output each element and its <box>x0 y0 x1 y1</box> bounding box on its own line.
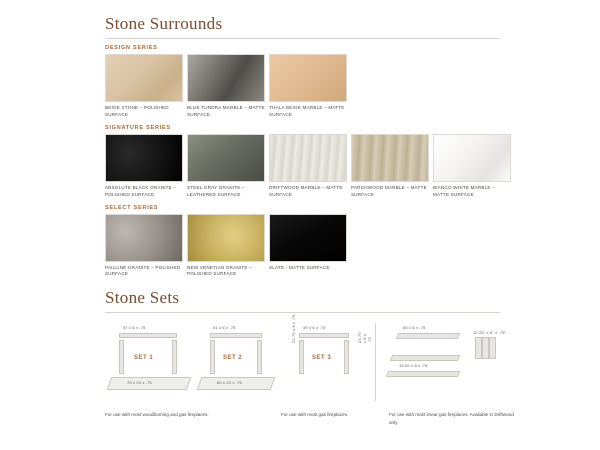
set-4-diagram[interactable] <box>381 319 511 405</box>
swatch-new-venetian-granite[interactable] <box>187 214 265 262</box>
set-1-diagram[interactable] <box>105 319 193 405</box>
set-3-diagram[interactable] <box>281 314 372 405</box>
swatch-cell[interactable] <box>187 54 265 119</box>
swatch-caption: BLUE TUNDRA MARBLE – MATTE SURFACE <box>187 105 265 117</box>
swatch-absolute-black-granite[interactable] <box>105 134 183 182</box>
set-1-2-note: For use with most woodburning and gas fireplaces. <box>105 412 209 418</box>
swatch-caption: SLATE - MATTE SURFACE <box>269 264 330 270</box>
swatch-steel-gray-granite[interactable] <box>187 134 265 182</box>
set-1-top-dim: 57 x 6 x .75 <box>123 325 146 331</box>
swatch-pailline-granite[interactable] <box>105 214 183 262</box>
catalog-content <box>100 8 520 426</box>
swatch-driftwood-marble[interactable] <box>269 134 347 182</box>
swatch-cell[interactable] <box>433 134 511 199</box>
set-2-label: SET 2 <box>223 355 243 362</box>
swatch-cell[interactable] <box>269 214 347 279</box>
set-1-label: SET 1 <box>134 355 154 362</box>
swatch-caption: THALA BEIGE MARBLE – MATTE SURFACE <box>269 105 345 117</box>
set-4-middle-shelf <box>390 355 460 361</box>
swatch-caption: PAILLINE GRANITE – POLISHED SURFACE <box>105 264 181 277</box>
swatch-cell[interactable] <box>269 134 347 199</box>
stone-sets-title: Stone Sets <box>105 288 180 308</box>
swatch-cell[interactable] <box>105 54 183 119</box>
swatch-bianco-white-marble[interactable] <box>433 134 511 182</box>
set-3-top-dim: 49 x 6 x .75 <box>303 325 326 331</box>
set-4-block-a <box>475 337 482 359</box>
swatch-cell[interactable] <box>351 134 429 199</box>
swatch-caption: PARCHWOOD MARBLE – MATTE SURFACE <box>351 184 427 197</box>
swatch-blue-tundra-marble[interactable] <box>187 54 265 102</box>
set-3-note: For use with most gas fireplaces. <box>281 412 349 418</box>
set-1-left-leg <box>119 340 124 374</box>
stone-sets-row <box>105 314 520 405</box>
set-4-hearth-dim: 15.00 x 6 x .75 <box>399 363 428 369</box>
swatch-cell[interactable] <box>269 54 347 119</box>
set-4-upper-shelf <box>396 333 460 339</box>
set-2-diagram[interactable] <box>193 319 281 405</box>
set-2-left-leg <box>210 340 215 374</box>
set-4-block-c <box>489 337 496 359</box>
swatch-caption: ABSOLUTE BLACK GRANITE – POLISHED SURFACE <box>105 184 177 197</box>
set-2-mantel-bar <box>210 333 262 338</box>
set-2-top-dim: 51 x 6 x .75 <box>213 325 236 331</box>
swatch-beige-stone[interactable] <box>105 54 183 102</box>
swatch-caption: NEW VENETIAN GRANITE – POLISHED SURFACE <box>187 264 252 277</box>
swatch-thala-beige-marble[interactable] <box>269 54 347 102</box>
set-4-block-b <box>482 337 489 359</box>
swatch-caption: BEIGE STONE – POLISHED SURFACE <box>105 105 169 117</box>
set-2-hearth-dim: 60 x 20 x .75 <box>217 380 242 386</box>
swatch-caption: BIANCO WHITE MARBLE – MATTE SURFACE <box>433 184 495 197</box>
swatch-slate[interactable] <box>269 214 347 262</box>
set-3-right-side-dim: 23.75 x 6 x .75 <box>357 332 372 344</box>
series-label-select: SELECT SERIES <box>105 204 159 211</box>
set-3-right-leg <box>344 340 349 374</box>
swatch-caption: STEEL GRAY GRANITE – LEATHERED SURFACE <box>187 184 245 197</box>
stone-sets-divider <box>105 312 500 313</box>
sets-vertical-divider <box>375 323 376 401</box>
set-4-lower-shelf <box>386 371 460 377</box>
swatch-row-signature <box>105 134 520 199</box>
set-3-label: SET 3 <box>312 355 332 362</box>
set-3-left-side-dim: 23.75 x 6 x .75 <box>291 314 296 344</box>
swatch-cell[interactable] <box>105 134 183 199</box>
swatch-parchwood-marble[interactable] <box>351 134 429 182</box>
swatch-caption: DRIFTWOOD MARBLE – MATTE SURFACE <box>269 184 343 197</box>
set-3-mantel-bar <box>299 333 349 338</box>
swatch-cell[interactable] <box>187 214 265 279</box>
set-3-left-leg <box>299 340 304 374</box>
set-1-hearth-dim: 70 x 20 x .75 <box>127 380 152 386</box>
set-1-mantel-bar <box>119 333 177 338</box>
set-4-note: For use with most linear gas fireplaces. Available in Driftwood only. <box>389 412 514 425</box>
page-title: Stone Surrounds <box>105 14 223 33</box>
set-1-right-leg <box>172 340 177 374</box>
series-label-design: DESIGN SERIES <box>105 45 158 51</box>
set-2-right-leg <box>257 340 262 374</box>
swatch-row-design <box>105 54 520 119</box>
stone-sets-area <box>105 314 520 426</box>
swatch-row-select <box>105 214 520 279</box>
swatch-cell[interactable] <box>105 214 183 279</box>
set-4-side-dim: 10.25" x 6" x .75" <box>473 330 507 336</box>
title-divider <box>105 38 500 39</box>
set-4-top-dim: 55 x 6 x .75 <box>403 325 426 331</box>
stone-sets-notes <box>105 407 520 426</box>
series-label-signature: SIGNATURE SERIES <box>105 124 171 131</box>
swatch-cell[interactable] <box>187 134 265 199</box>
